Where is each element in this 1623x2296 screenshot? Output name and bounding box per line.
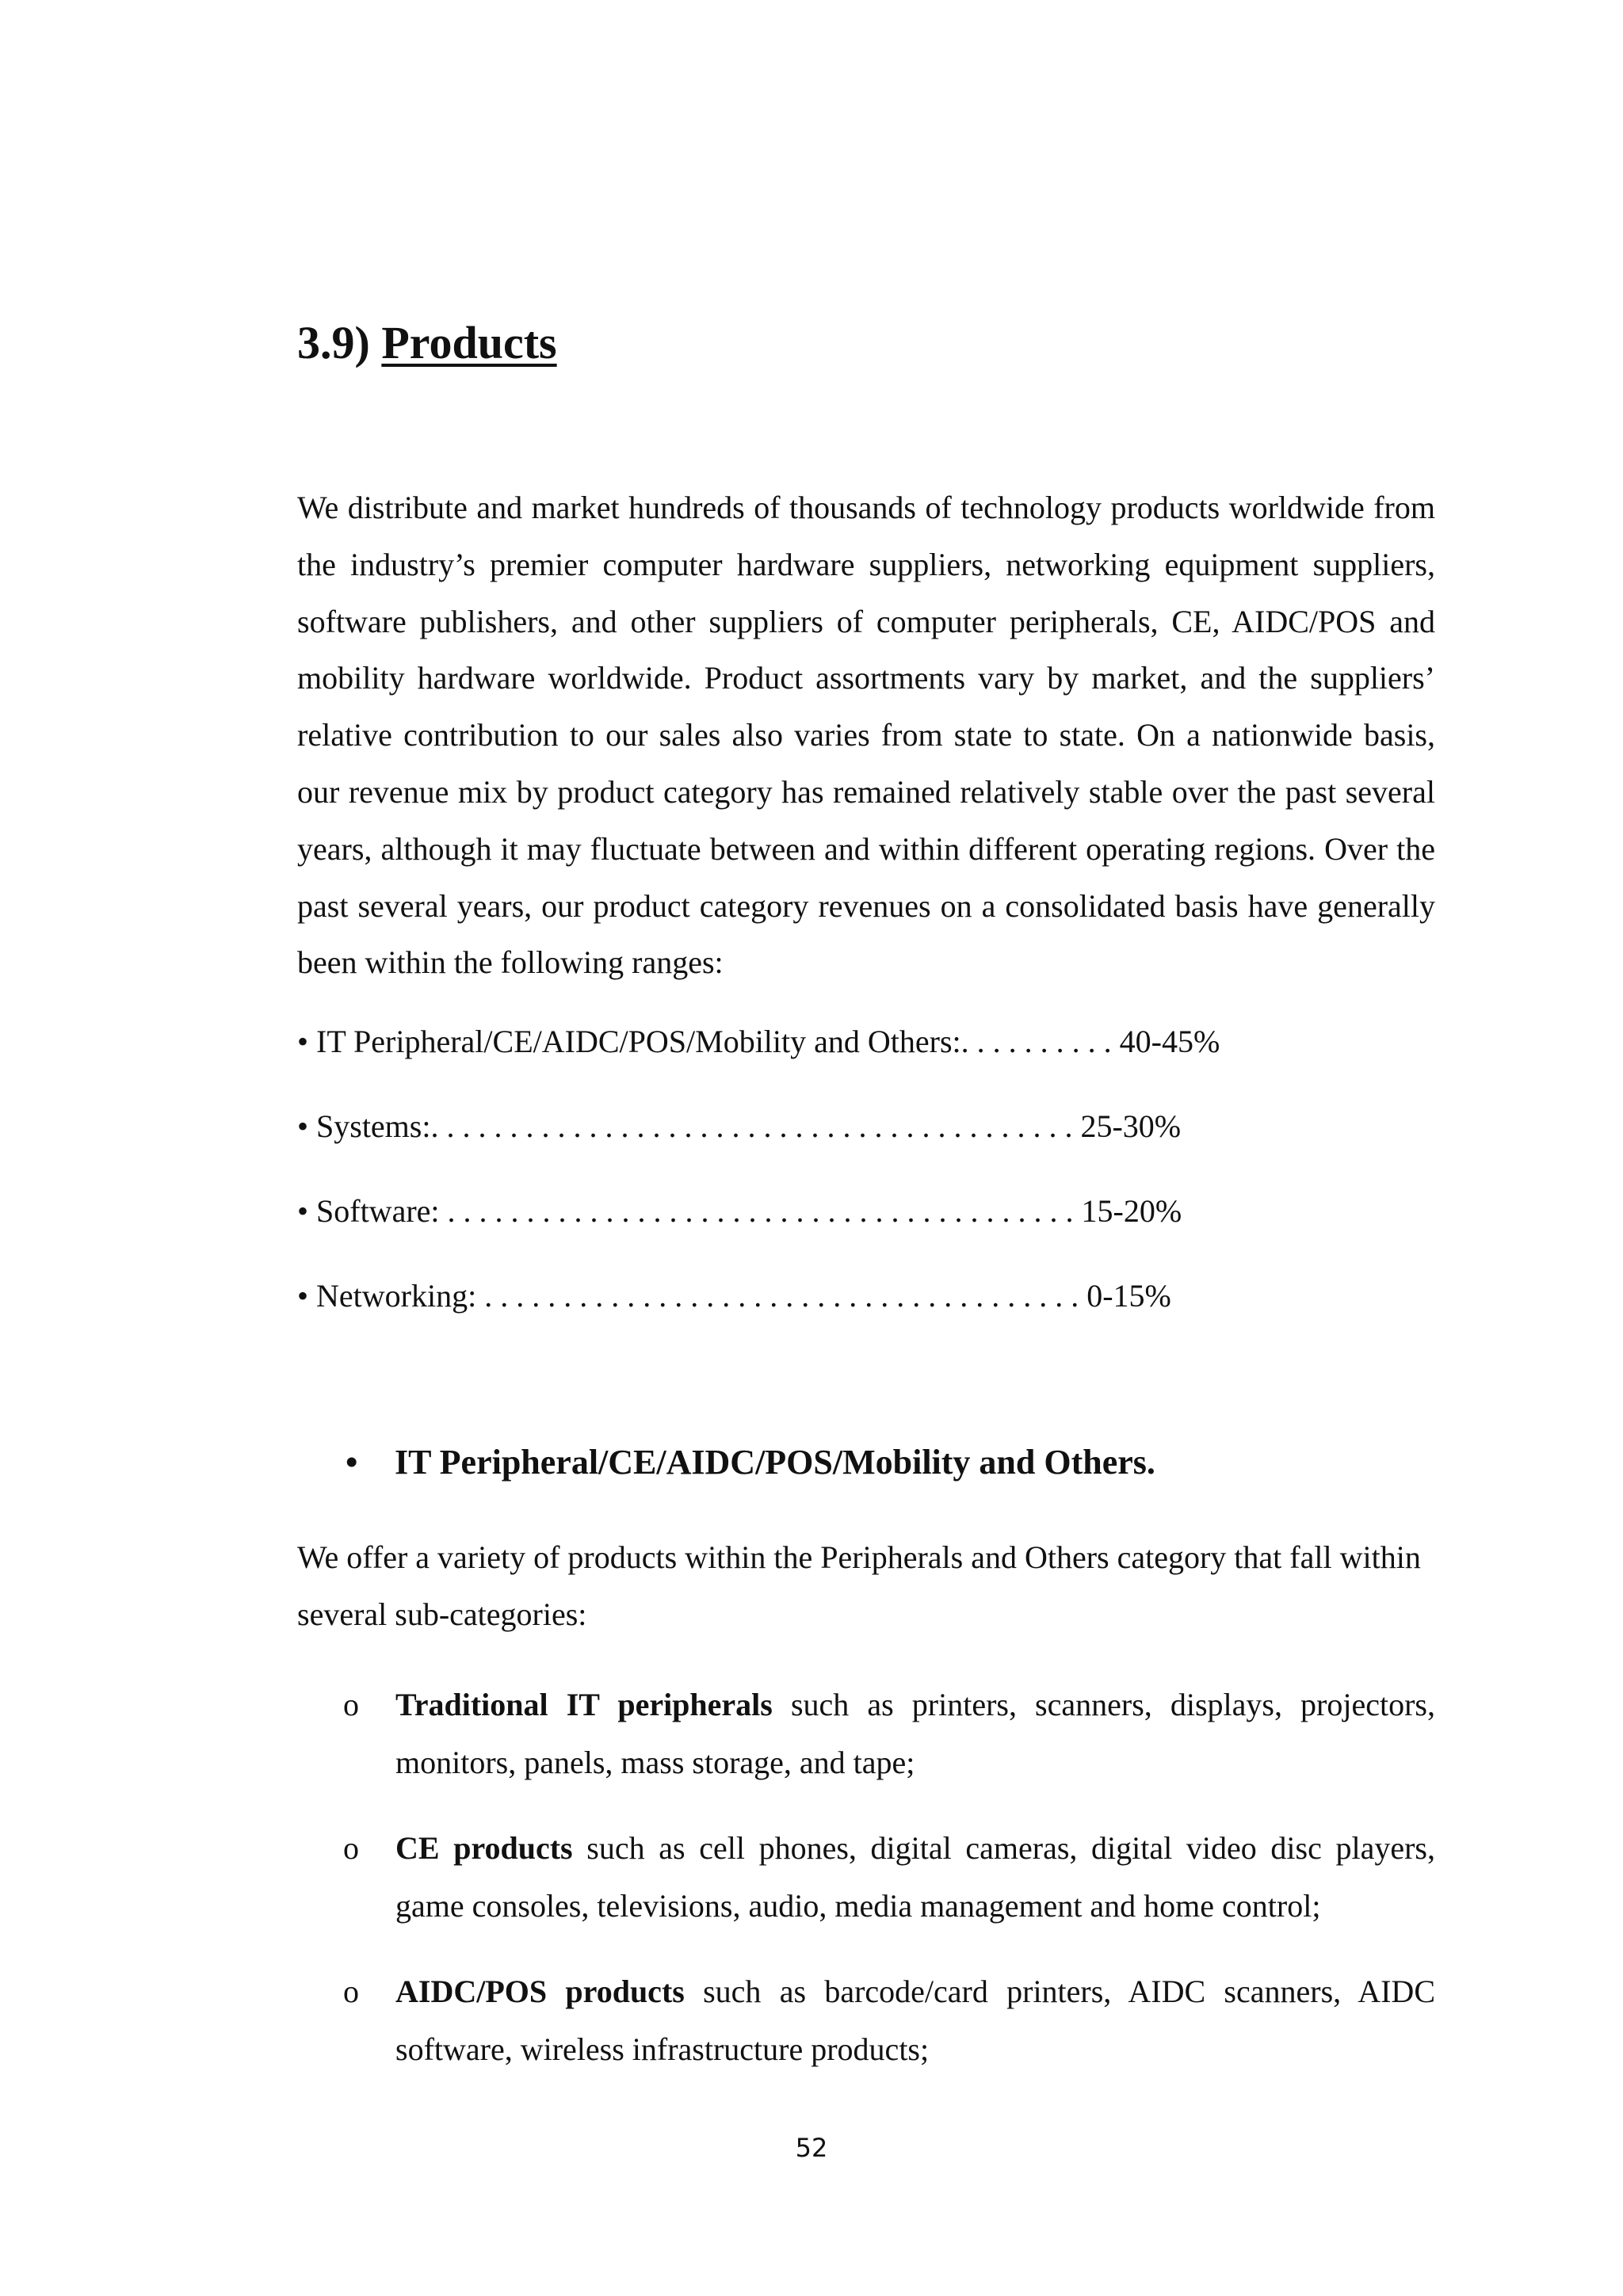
subsection-heading	[346, 1442, 1155, 1484]
bullet-icon: •	[346, 1443, 358, 1482]
section-number: 3.9)	[297, 317, 370, 368]
list-item	[343, 1962, 1435, 2078]
page-number: 52	[795, 2133, 828, 2163]
list-item	[343, 1676, 1435, 1791]
range-item: • Networking: . . . . . . . . . . . . . . . . . . . . . . . . . . . . . . . . . . . . . . 0-15%	[297, 1278, 1171, 1314]
intro-paragraph: We distribute and market hundreds of thousands of technology products worldwide from the industry’s premier computer hardware suppliers, networking equipment suppliers, software publishers, and other suppliers of computer peripherals, CE, AIDC/POS and mobility hardware worldwide. Product assortments vary by market, and the suppliers’ relative contribution to our sales also varies from state to state. On a nationwide basis, our revenue mix by product category has remained relatively stable over the past several years, although it may fluctuate between and within different operating regions. Over the past several years, our product category revenues on a consolidated basis have generally been within the following ranges:	[297, 490, 1435, 981]
range-item: • Systems:. . . . . . . . . . . . . . . . . . . . . . . . . . . . . . . . . . . . . . . . . 25-30%	[297, 1108, 1182, 1144]
circle-bullet-icon: o	[343, 1830, 359, 1866]
subsection-intro: We offer a variety of products within the Peripherals and Others category that fall within several sub-categories:	[297, 1539, 1421, 1632]
list-item-term: Traditional IT peripherals	[395, 1687, 773, 1722]
list-item-text: such as printers, scanners, displays, projectors, monitors, panels, mass storage, and tape;	[395, 1687, 1435, 1780]
circle-bullet-icon: o	[343, 1974, 359, 2009]
list-item-text: such as barcode/card printers, AIDC scanners, AIDC software, wireless infrastructure products;	[395, 1974, 1435, 2067]
list-item-term: AIDC/POS products	[395, 1974, 685, 2009]
list-item-term: CE products	[395, 1830, 573, 1866]
list-item-text: such as cell phones, digital cameras, digital video disc players, game consoles, televisions, audio, media management and home control;	[395, 1830, 1435, 1924]
circle-bullet-icon: o	[343, 1687, 359, 1722]
range-item: • Software: . . . . . . . . . . . . . . . . . . . . . . . . . . . . . . . . . . . . . . . . 15-20%	[297, 1193, 1182, 1229]
section-heading	[297, 315, 557, 371]
list-item	[343, 1819, 1435, 1935]
section-title: Products	[381, 317, 557, 368]
subsection-title: IT Peripheral/CE/AIDC/POS/Mobility and Others.	[395, 1443, 1155, 1482]
range-item: • IT Peripheral/CE/AIDC/POS/Mobility and Others:. . . . . . . . . . 40-45%	[297, 1024, 1220, 1059]
